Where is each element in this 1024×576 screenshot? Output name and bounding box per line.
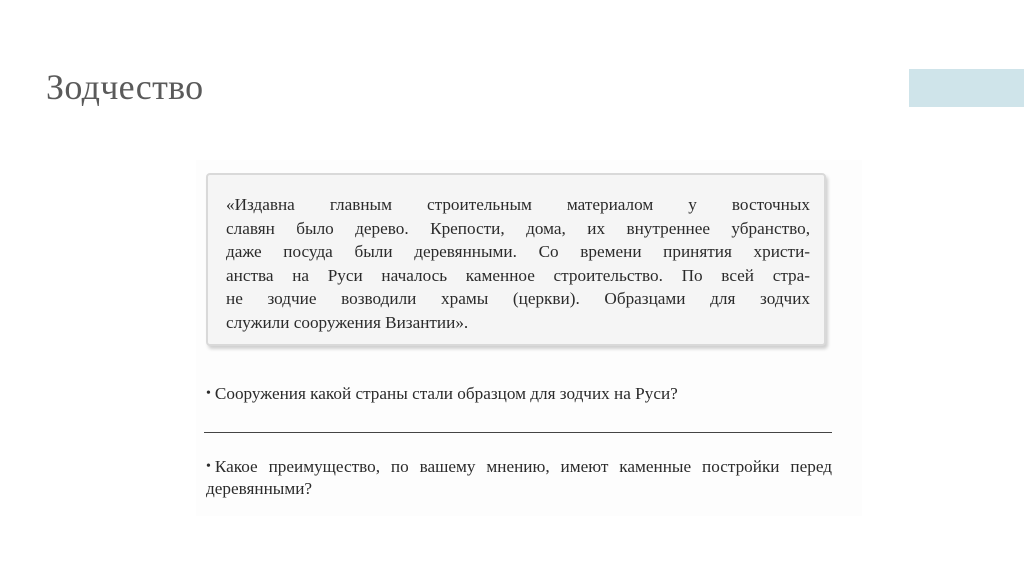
answer-line — [204, 432, 832, 433]
question-2 — [206, 456, 832, 500]
bullet-icon: • — [206, 386, 211, 401]
question-1 — [206, 383, 832, 405]
bullet-icon: • — [206, 459, 211, 474]
textbook-excerpt-image — [196, 160, 862, 516]
quote-line-4: анства на Руси началось каменное строительство. По всей стра- — [226, 265, 810, 285]
quote-line-3: даже посуда были деревянными. Со времени принятия христи- — [226, 242, 810, 261]
quote-line-2: славян было дерево. Крепости, дома, их внутреннее убранство, — [226, 218, 810, 238]
accent-bar — [909, 69, 1024, 107]
quote-box — [206, 173, 826, 346]
question-1-text: Сооружения какой страны стали образцом для зодчих на Руси? — [214, 384, 678, 403]
question-2-text: Какое преимущество, по вашему мнению, имеют каменные постройки перед деревянными? — [206, 457, 832, 498]
quote-line-1: «Издавна главным строительным материалом у восточных — [226, 195, 810, 214]
quote-line-6: служили сооружения Византии». — [226, 312, 469, 332]
slide-title: Зодчество — [46, 67, 204, 107]
quote-line-5: не зодчие возводили храмы (церкви). Образцами для зодчих — [226, 289, 810, 308]
